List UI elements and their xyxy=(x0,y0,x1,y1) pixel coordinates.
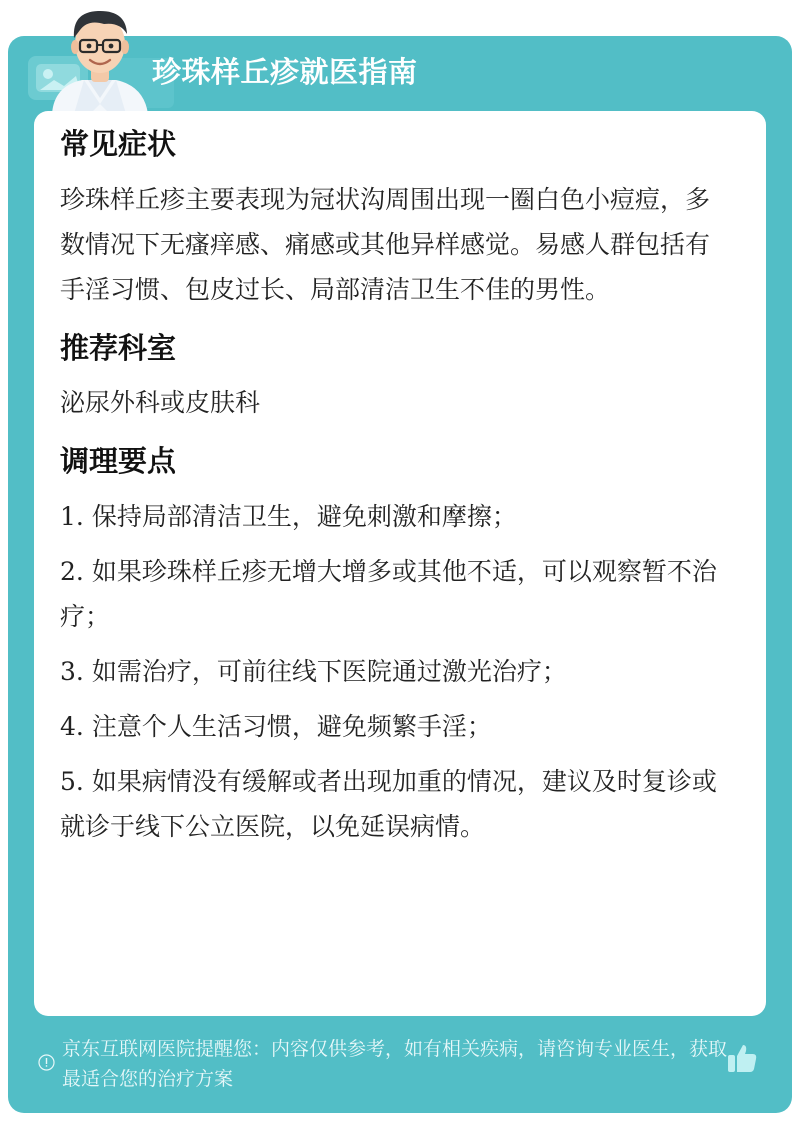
doctor-avatar-icon xyxy=(44,2,154,114)
list-item-text: 如果病情没有缓解或者出现加重的情况，建议及时复诊或就诊于线下公立医院，以免延误病情。 xyxy=(60,766,717,841)
disclaimer-text: 京东互联网医院提醒您：内容仅供参考，如有相关疾病，请咨询专业医生，获取最适合您的治疗方案 xyxy=(62,1038,728,1090)
info-icon xyxy=(38,1054,55,1071)
list-item xyxy=(60,759,728,849)
care-list xyxy=(60,494,728,849)
disclaimer-footer xyxy=(36,1034,756,1104)
list-item-text: 注意个人生活习惯，避免频繁手淫； xyxy=(91,711,492,741)
list-item xyxy=(60,494,728,539)
thumbs-up-icon[interactable] xyxy=(726,1042,758,1074)
guide-content xyxy=(60,124,728,859)
list-item-number: 3. xyxy=(60,656,84,686)
list-item-number: 2. xyxy=(60,556,84,586)
page-title: 珍珠样丘疹就医指南 xyxy=(152,55,418,89)
department-text: 泌尿外科或皮肤科 xyxy=(60,388,261,418)
department-heading: 推荐科室 xyxy=(60,330,177,365)
list-item-number: 1. xyxy=(60,501,84,531)
care-heading: 调理要点 xyxy=(60,444,177,479)
symptoms-text: 珍珠样丘疹主要表现为冠状沟周围出现一圈白色小痘痘，多数情况下无瘙痒感、痛感或其他异样感觉。易感人群包括有手淫习惯、包皮过长、局部清洁卫生不佳的男性。 xyxy=(60,184,711,304)
list-item-text: 如果珍珠样丘疹无增大增多或其他不适，可以观察暂不治疗； xyxy=(60,556,717,631)
list-item-text: 保持局部清洁卫生，避免刺激和摩擦； xyxy=(91,501,517,531)
symptoms-heading: 常见症状 xyxy=(60,127,177,161)
list-item-number: 4. xyxy=(60,711,84,741)
list-item-text: 如需治疗，可前往线下医院通过激光治疗； xyxy=(91,656,567,686)
list-item xyxy=(60,649,728,694)
list-item xyxy=(60,704,728,749)
list-item xyxy=(60,549,728,639)
list-item-number: 5. xyxy=(60,766,84,796)
